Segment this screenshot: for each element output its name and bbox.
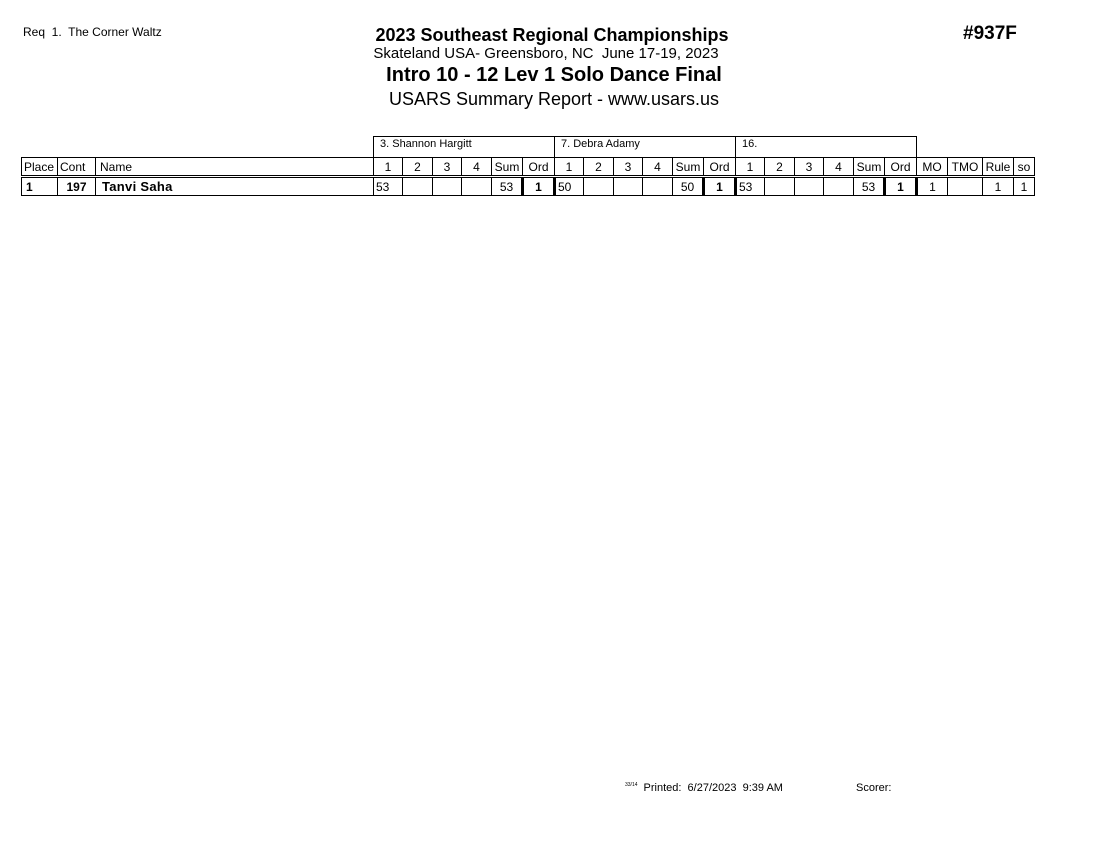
required-element-label: Req 1. The Corner Waltz <box>23 25 162 39</box>
competition-title: 2023 Southeast Regional Championships <box>375 25 729 45</box>
row-j3-ord: 1 <box>885 177 917 196</box>
row-so: 1 <box>1014 177 1035 196</box>
col-j1-sum: Sum <box>492 158 523 177</box>
col-tmo: TMO <box>948 158 983 177</box>
row-j2-score-4 <box>643 177 673 196</box>
row-j2-score-1: 50 <box>555 177 584 196</box>
col-j1-score-4: 4 <box>462 158 492 177</box>
printed-timestamp <box>625 782 783 794</box>
col-j2-score-2: 2 <box>584 158 614 177</box>
col-j1-score-2: 2 <box>403 158 433 177</box>
event-title: Intro 10 - 12 Lev 1 Solo Dance Final <box>386 64 722 86</box>
row-j3-sum: 53 <box>854 177 885 196</box>
printed-label: Printed: 6/27/2023 9:39 AM <box>643 782 783 794</box>
col-j1-ord: Ord <box>523 158 555 177</box>
row-j1-sum: 53 <box>492 177 523 196</box>
row-place: 1 <box>22 177 58 196</box>
row-j1-score-3 <box>433 177 462 196</box>
document-number: #937F <box>963 23 1017 44</box>
row-j1-score-4 <box>462 177 492 196</box>
row-mo: 1 <box>917 177 948 196</box>
scorer-label: Scorer: <box>856 782 892 794</box>
col-j3-score-1: 1 <box>736 158 765 177</box>
row-j2-score-2 <box>584 177 614 196</box>
col-j1-score-3: 3 <box>433 158 462 177</box>
tiny-code: 33/14 <box>625 782 638 788</box>
row-cont: 197 <box>58 177 96 196</box>
col-rule: Rule <box>983 158 1014 177</box>
row-skater-name: Tanvi Saha <box>96 177 374 196</box>
col-j2-score-4: 4 <box>643 158 673 177</box>
col-j3-ord: Ord <box>885 158 917 177</box>
judge-header-3: 16. <box>736 137 917 158</box>
row-j3-score-2 <box>765 177 795 196</box>
judges-row <box>22 137 1035 158</box>
row-j3-score-1: 53 <box>736 177 765 196</box>
col-j3-score-2: 2 <box>765 158 795 177</box>
col-j2-score-3: 3 <box>614 158 643 177</box>
judge-header-1: 3. Shannon Hargitt <box>374 137 555 158</box>
venue-and-dates: Skateland USA- Greensboro, NC June 17-19, 2023 <box>373 45 719 62</box>
row-j2-sum: 50 <box>673 177 704 196</box>
col-name: Name <box>96 158 374 177</box>
row-j1-score-1: 53 <box>374 177 403 196</box>
col-j2-score-1: 1 <box>555 158 584 177</box>
row-j2-ord: 1 <box>704 177 736 196</box>
judge-header-2: 7. Debra Adamy <box>555 137 736 158</box>
col-j3-score-3: 3 <box>795 158 824 177</box>
column-header-row <box>22 158 1035 177</box>
row-rule: 1 <box>983 177 1014 196</box>
col-j2-sum: Sum <box>673 158 704 177</box>
col-j3-sum: Sum <box>854 158 885 177</box>
summary-table <box>21 136 1035 196</box>
col-place: Place <box>22 158 58 177</box>
table-row <box>22 177 1035 196</box>
col-so: so <box>1014 158 1035 177</box>
report-title: USARS Summary Report - www.usars.us <box>388 89 720 109</box>
row-j1-score-2 <box>403 177 433 196</box>
col-j3-score-4: 4 <box>824 158 854 177</box>
row-j3-score-3 <box>795 177 824 196</box>
row-j2-score-3 <box>614 177 643 196</box>
col-mo: MO <box>917 158 948 177</box>
col-j1-score-1: 1 <box>374 158 403 177</box>
col-j2-ord: Ord <box>704 158 736 177</box>
row-j3-score-4 <box>824 177 854 196</box>
col-cont: Cont <box>58 158 96 177</box>
row-tmo <box>948 177 983 196</box>
row-j1-ord: 1 <box>523 177 555 196</box>
